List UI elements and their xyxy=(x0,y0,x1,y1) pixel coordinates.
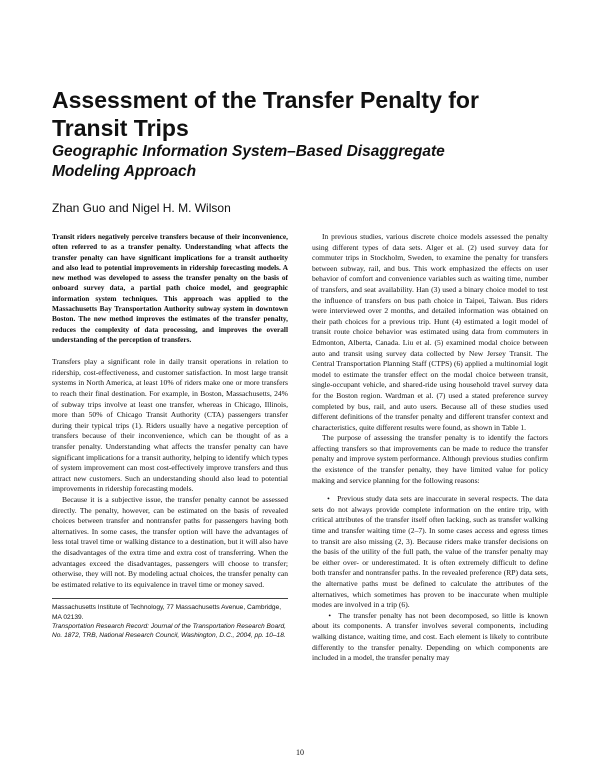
right-column xyxy=(312,232,548,664)
paper-subtitle: Geographic Information System–Based Disaggregate Modeling Approach xyxy=(52,143,445,180)
paper-authors: Zhan Guo and Nigel H. M. Wilson xyxy=(52,201,231,215)
body-paragraph: The purpose of assessing the transfer penalty is to identify the factors affecting transfers so that improvements can be made to reduce the transfer penalty and improve system performance. Although previous studies confirm the existence of the transfer penalty, they have limited value for policy making and service planning for the following reasons: xyxy=(312,433,548,485)
bullet-item xyxy=(312,494,548,611)
spacer xyxy=(312,486,548,494)
bullet-icon: • xyxy=(327,494,330,504)
body-paragraph: Because it is a subjective issue, the transfer penalty cannot be assessed directly. The penalty, however, can be estimated on the basis of revealed choices between transfer and nontransfer paths for passengers having both alternatives. In some cases, the transfer option will have the advantages of less total travel time or walking distance to a destination, but it will also have the disadvantages of the extra time and extra cost of transferring. When the advantages exceed the disadvantages, passengers will choose to transfer; otherwise, they will not. By modeling actual choices, the transfer penalty can be estimated relative to its equivalence in travel time or money saved. xyxy=(52,494,288,589)
footnote-divider xyxy=(52,598,288,599)
body-paragraph: Transfers play a significant role in daily transit operations in relation to ridership, cost-effectiveness, and customer satisfaction. In most large transit systems in North America, at least 10% of riders make one or more transfers to reach their final destination. For example, in Boston, Massachusetts, 24% of subway trips involve at least one transfer, whereas in Chicago, Illinois, more than 50% of Chicago Transit Authority (CTA) passengers transfer during their typical trips (1). Riders usually have a negative perception of transfers because of their inconvenience, which can be thought of as a transfer penalty. Understanding what affects the transfer penalty can have significant implications for a transit authority, helping to identify which types of system improvement can most cost-effectively improve transfers and thus attract new customers. Such an understanding should also lead to potential improvements in ridership forecasting models. xyxy=(52,357,288,494)
paper-title: Assessment of the Transfer Penalty for Transit Trips xyxy=(52,87,479,141)
bullet-text: Previous study data sets are inaccurate in several respects. The data sets do not always provide complete information on the entire trip, with critical attributes of the transfer itself often lacking, such as transfer walking time and transfer waiting time (2–7). In some cases access and egress times to transit are also missing (2, 3). Because riders make transfer decisions on the basis of the utility of the full path, the value of the transfer penalty may be either over- or underestimated. It is often extremely difficult to define both transfer and nontransfer paths. In the revealed preference (RP) data sets, the alternative paths must be defined to calculate the attributes of the alternatives, which sometimes has proven to be inaccurate when multiple modes are involved in a trip (6). xyxy=(312,494,548,610)
bullet-icon: • xyxy=(328,610,332,620)
author-affiliation: Massachusetts Institute of Technology, 77 Massachusetts Avenue, Cambridge, MA 02139. xyxy=(52,604,282,621)
left-column xyxy=(52,232,288,640)
body-paragraph: In previous studies, various discrete choice models assessed the penalty using different types of data sets. Alger et al. (2) used survey data for commuter trips in Stockholm, Sweden, to examine the penalty for transfers between subway, rail, and bus. This work emphasized the effects on user behavior of comfort and convenience variables such as waiting time, number of transfers, and seat availability. Han (3) used a binary choice model to test the influence of transfers on bus path choice in Taipei, Taiwan. Bus riders were interviewed over 2 months, and detailed information was obtained on their path choices for a previous trip. Hunt (4) estimated a logit model of transit route choice behavior was estimated using data from commuters in Edmonton, Alberta, Canada. Liu et al. (5) examined modal choice between auto and transit using survey data collected by New Jersey Transit. The Central Transportation Planning Staff (CTPS) (6) applied a multinomial logit model to estimate the transfer effect on the modal choice between transit, single-occupant vehicle, and shared-ride using household travel survey data for the Boston region. Wardman et al. (7) used a stated preference survey completed by bus, rail, and auto users. Because all of these studies used different definitions of the transfer penalty and different transfer context and characteristics, quite different results were found, as shown in Table 1. xyxy=(312,232,548,432)
bullet-text: The transfer penalty has not been decomposed, so little is known about its components. A transfer involves several components, including walking distance, waiting time, and cost. Each element is likely to contribute differently to the transfer penalty. Depending on which components are included in a model, the transfer penalty may xyxy=(312,610,548,663)
bullet-item xyxy=(312,611,548,664)
journal-citation: Transportation Research Record: Journal of the Transportation Research Board, No. 1872, TRB, National Research Council, Washington, D.C., 2004, pp. 10–18. xyxy=(52,622,286,639)
page-number: 10 xyxy=(296,748,304,757)
abstract: Transit riders negatively perceive transfers because of their inconvenience, often referred to as a transfer penalty. Understanding what affects the transfer penalty can have significant implications for a transit authority and also lead to potential improvements in ridership forecasting models. A new method was developed to assess the transfer penalty on the basis of onboard survey data, a partial path choice model, and geographic information system techniques. This approach was applied to the Massachusetts Bay Transportation Authority subway system in downtown Boston. The new method improves the estimates of the transfer penalty, reduces the complexity of data processing, and improves the overall understanding of the perception of transfers. xyxy=(52,232,288,344)
